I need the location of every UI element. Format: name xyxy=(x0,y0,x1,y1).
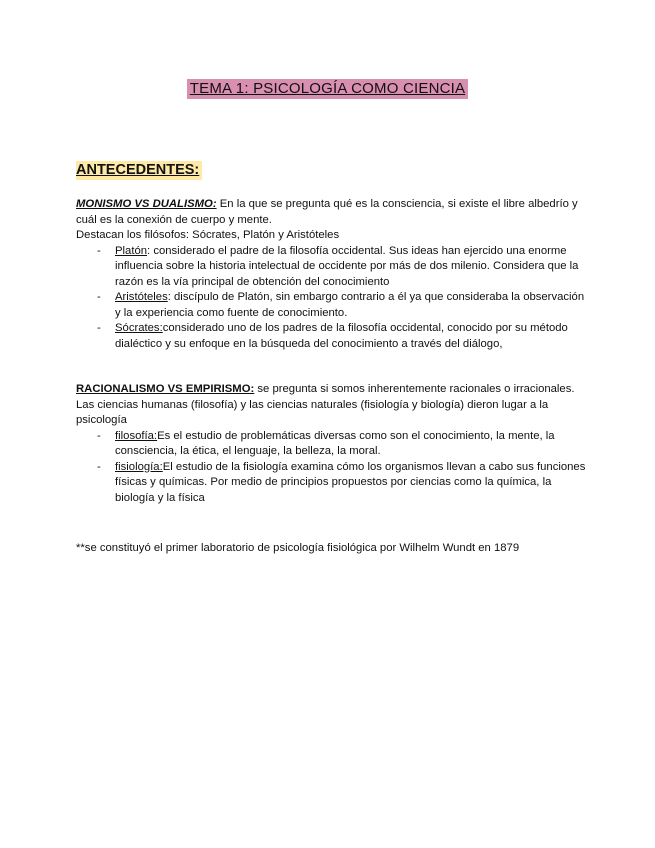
section-heading: ANTECEDENTES: xyxy=(76,161,202,180)
racionalismo-intro-paragraph xyxy=(76,382,586,398)
list-item xyxy=(76,244,586,291)
item-term: Platón xyxy=(115,244,148,257)
philosophers-list xyxy=(76,244,586,353)
monismo-intro-paragraph xyxy=(76,197,586,228)
racionalismo-lead: RACIONALISMO VS EMPIRISMO: xyxy=(76,383,255,395)
footnote-section xyxy=(76,541,586,557)
section-heading-container xyxy=(76,161,202,180)
item-text: Es el estudio de problemáticas diversas como son el conocimiento, la mente, la consciencia, la ética, el lenguaje, la belleza, la moral. xyxy=(115,429,555,457)
list-item xyxy=(76,290,586,321)
item-text: considerado uno de los padres de la filosofía occidental, conocido por su método dialéctico y su enfoque en la búsqueda del conocimiento a través del diálogo, xyxy=(115,322,568,350)
racionalismo-section xyxy=(76,382,586,506)
footnote: **se constituyó el primer laboratorio de psicología fisiológica por Wilhelm Wundt en 1879 xyxy=(76,542,520,554)
item-text: El estudio de la fisiología examina cómo los organismos llevan a cabo sus funciones físicas y químicas. Por medio de principios propuestos por ciencias como la química, la biología y la física xyxy=(115,460,586,504)
item-term: Sócrates: xyxy=(115,322,163,334)
item-term: fisiología: xyxy=(115,460,163,473)
list-item xyxy=(76,321,586,352)
sciences-list xyxy=(76,429,586,507)
item-text: : considerado el padre de la filosofía occidental. Sus ideas han ejercido una enorme influencia sobre la historia intelectual de occidente por más de dos milenio. Considera que la razón es la vía principal de obtención del conocimiento xyxy=(115,244,579,288)
title-container xyxy=(0,79,655,99)
list-item xyxy=(76,460,586,507)
monismo-section xyxy=(76,197,586,352)
monismo-intro: En la que se pregunta qué es la consciencia, si existe el libre albedrío y cuál es la conexión de cuerpo y mente. xyxy=(76,198,578,226)
page-title: TEMA 1: PSICOLOGÍA COMO CIENCIA xyxy=(187,79,468,99)
philosophers-line: Destacan los filósofos: Sócrates, Platón y Aristóteles xyxy=(76,229,340,241)
item-text: : discípulo de Platón, sin embargo contrario a él ya que consideraba la observación y la experiencia como fuente de conocimiento. xyxy=(115,291,585,319)
sciences-line: Las ciencias humanas (filosofía) y las ciencias naturales (fisiología y biología) dieron lugar a la psicología xyxy=(76,398,549,426)
list-item xyxy=(76,429,586,460)
item-term: filosofía: xyxy=(115,429,158,442)
racionalismo-intro: se pregunta si somos inherentemente racionales o irracionales. xyxy=(254,383,575,395)
item-term: Aristóteles xyxy=(115,291,168,303)
monismo-lead: MONISMO VS DUALISMO: xyxy=(76,198,217,210)
